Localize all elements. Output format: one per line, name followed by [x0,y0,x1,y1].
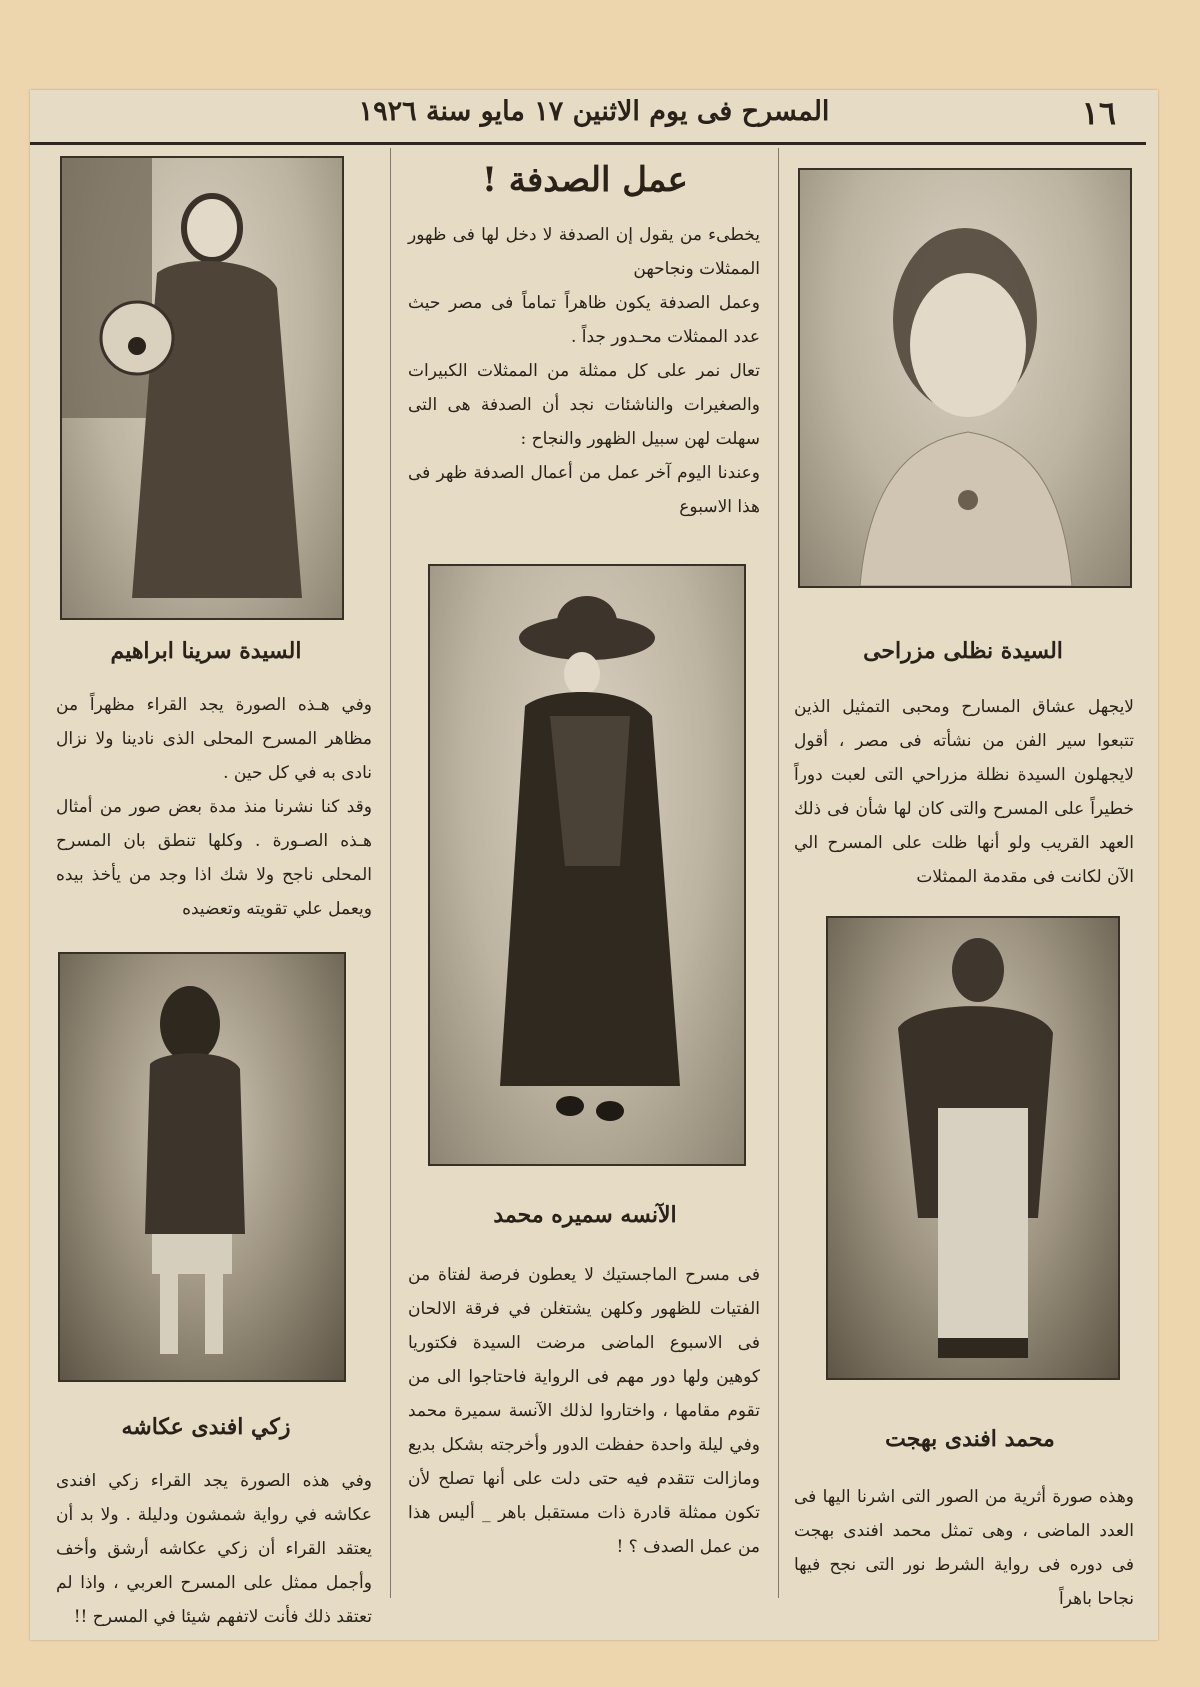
header-rule [30,142,1146,145]
paragraph: وفي هـذه الصورة يجد القراء مظهراً من مظاهر المسرح المحلى الذى نادينا ولا نزال نادى به في كل حين . [56,695,372,783]
caption-mohamed-bahgat: محمد افندى بهجت [885,1426,1055,1452]
standing-figure [430,566,744,1164]
caption-serena-ibrahim: السيدة سرينا ابراهيم [110,638,302,664]
page-number: ١٦ [1081,94,1116,132]
paragraph: وقد كنا نشرنا منذ مدة بعض صور من أمثال هـذه الصـورة . وكلها تنطق بان المسرح المحلى ناجح ولا شك اذا وجد من يأخذ بيده ويعمل علي تقويته وتعضيده [56,797,372,919]
photo-nazli-mizrahi [798,168,1132,588]
caption-samira-mohamed: الآنسه سميره محمد [493,1202,677,1228]
newspaper-page [30,90,1158,1640]
paragraph: وفي هذه الصورة يجد القراء زكي افندى عكاشه في رواية شمشون ودليلة . ولا بد أن يعتقد القراء أن زكي عكاشه أرشق وأخف وأجمل ممثل على المسرح العربي ، واذا لم تعتقد ذلك فأنت لاتفهم شيئا في المسرح !! [56,1471,372,1627]
headline: عمل الصدفة ! [482,160,688,200]
photo-samira-mohamed [428,564,746,1166]
article-serena-ibrahim [56,688,372,926]
paragraph: تعال نمر على كل ممثلة من الممثلات الكبيرات والصغيرات والناشئات نجد أن الصدفة هى التى سهلت لهن سبيل الظهور والنجاح : [408,361,760,449]
paragraph: يخطىء من يقول إن الصدفة لا دخل لها فى ظهور الممثلات ونجاحهن [408,225,760,279]
column-divider-left [390,148,391,1598]
caption-nazli-mizrahi: السيدة نظلى مزراحى [863,638,1063,664]
article-mohamed-bahgat [794,1480,1134,1616]
standing-figure [828,918,1118,1378]
header-title: المسرح فى يوم الاثنين ١٧ مايو سنة ١٩٢٦ [358,96,830,127]
seated-figure [62,158,342,618]
photo-serena-ibrahim [60,156,344,620]
article-samira-mohamed [408,1258,760,1564]
paragraph: وعندنا اليوم آخر عمل من أعمال الصدفة ظهر فى هذا الاسبوع [408,463,760,517]
caption-zaki-okasha: زكي افندى عكاشه [121,1414,291,1440]
paragraph: وهذه صورة أثرية من الصور التى اشرنا اليها فى العدد الماضى ، وهى تمثل محمد افندى بهجت فى دوره فى رواية الشرط نور التى نجح فيها نجاحا باهراً [794,1487,1134,1609]
photo-mohamed-bahgat [826,916,1120,1380]
article-intro [408,218,760,524]
column-divider-right [778,148,779,1598]
article-zaki-okasha [56,1464,372,1634]
standing-figure [60,954,344,1380]
paragraph: وعمل الصدفة يكون ظاهراً تماماً فى مصر حيث عدد الممثلات محـدور جداً . [408,293,760,347]
paragraph: فى مسرح الماجستيك لا يعطون فرصة لفتاة من الفتيات للظهور وكلهن يشتغلن في فرقة الالحان فى الاسبوع الماضى مرضت السيدة فكتوريا كوهين ولها دور مهم فى الرواية فاحتاجوا الى من تقوم مقامها ، واختاروا لذلك الآنسة سميرة محمد وفي ليلة واحدة حفظت الدور وأخرجته بشكل بديع ومازالت تتقدم فيه حتى دلت على أنها تصلح لأن تكون ممثلة قادرة ذات مستقبل باهر _ أليس هذا من عمل الصدف ؟ ! [408,1265,760,1557]
article-nazli-mizrahi [794,690,1134,894]
photo-zaki-okasha [58,952,346,1382]
portrait-figure [800,170,1130,586]
paragraph: لايجهل عشاق المسارح ومحبى التمثيل الذين تتبعوا سير الفن من نشأته فى مصر ، أقول لايجهلون السيدة نظلة مزراحي التى لعبت دوراً خطيراً على المسرح والتى كان لها شأن فى ذلك العهد القريب ولو أنها ظلت على المسرح الي الآن لكانت فى مقدمة الممثلات [794,697,1134,887]
